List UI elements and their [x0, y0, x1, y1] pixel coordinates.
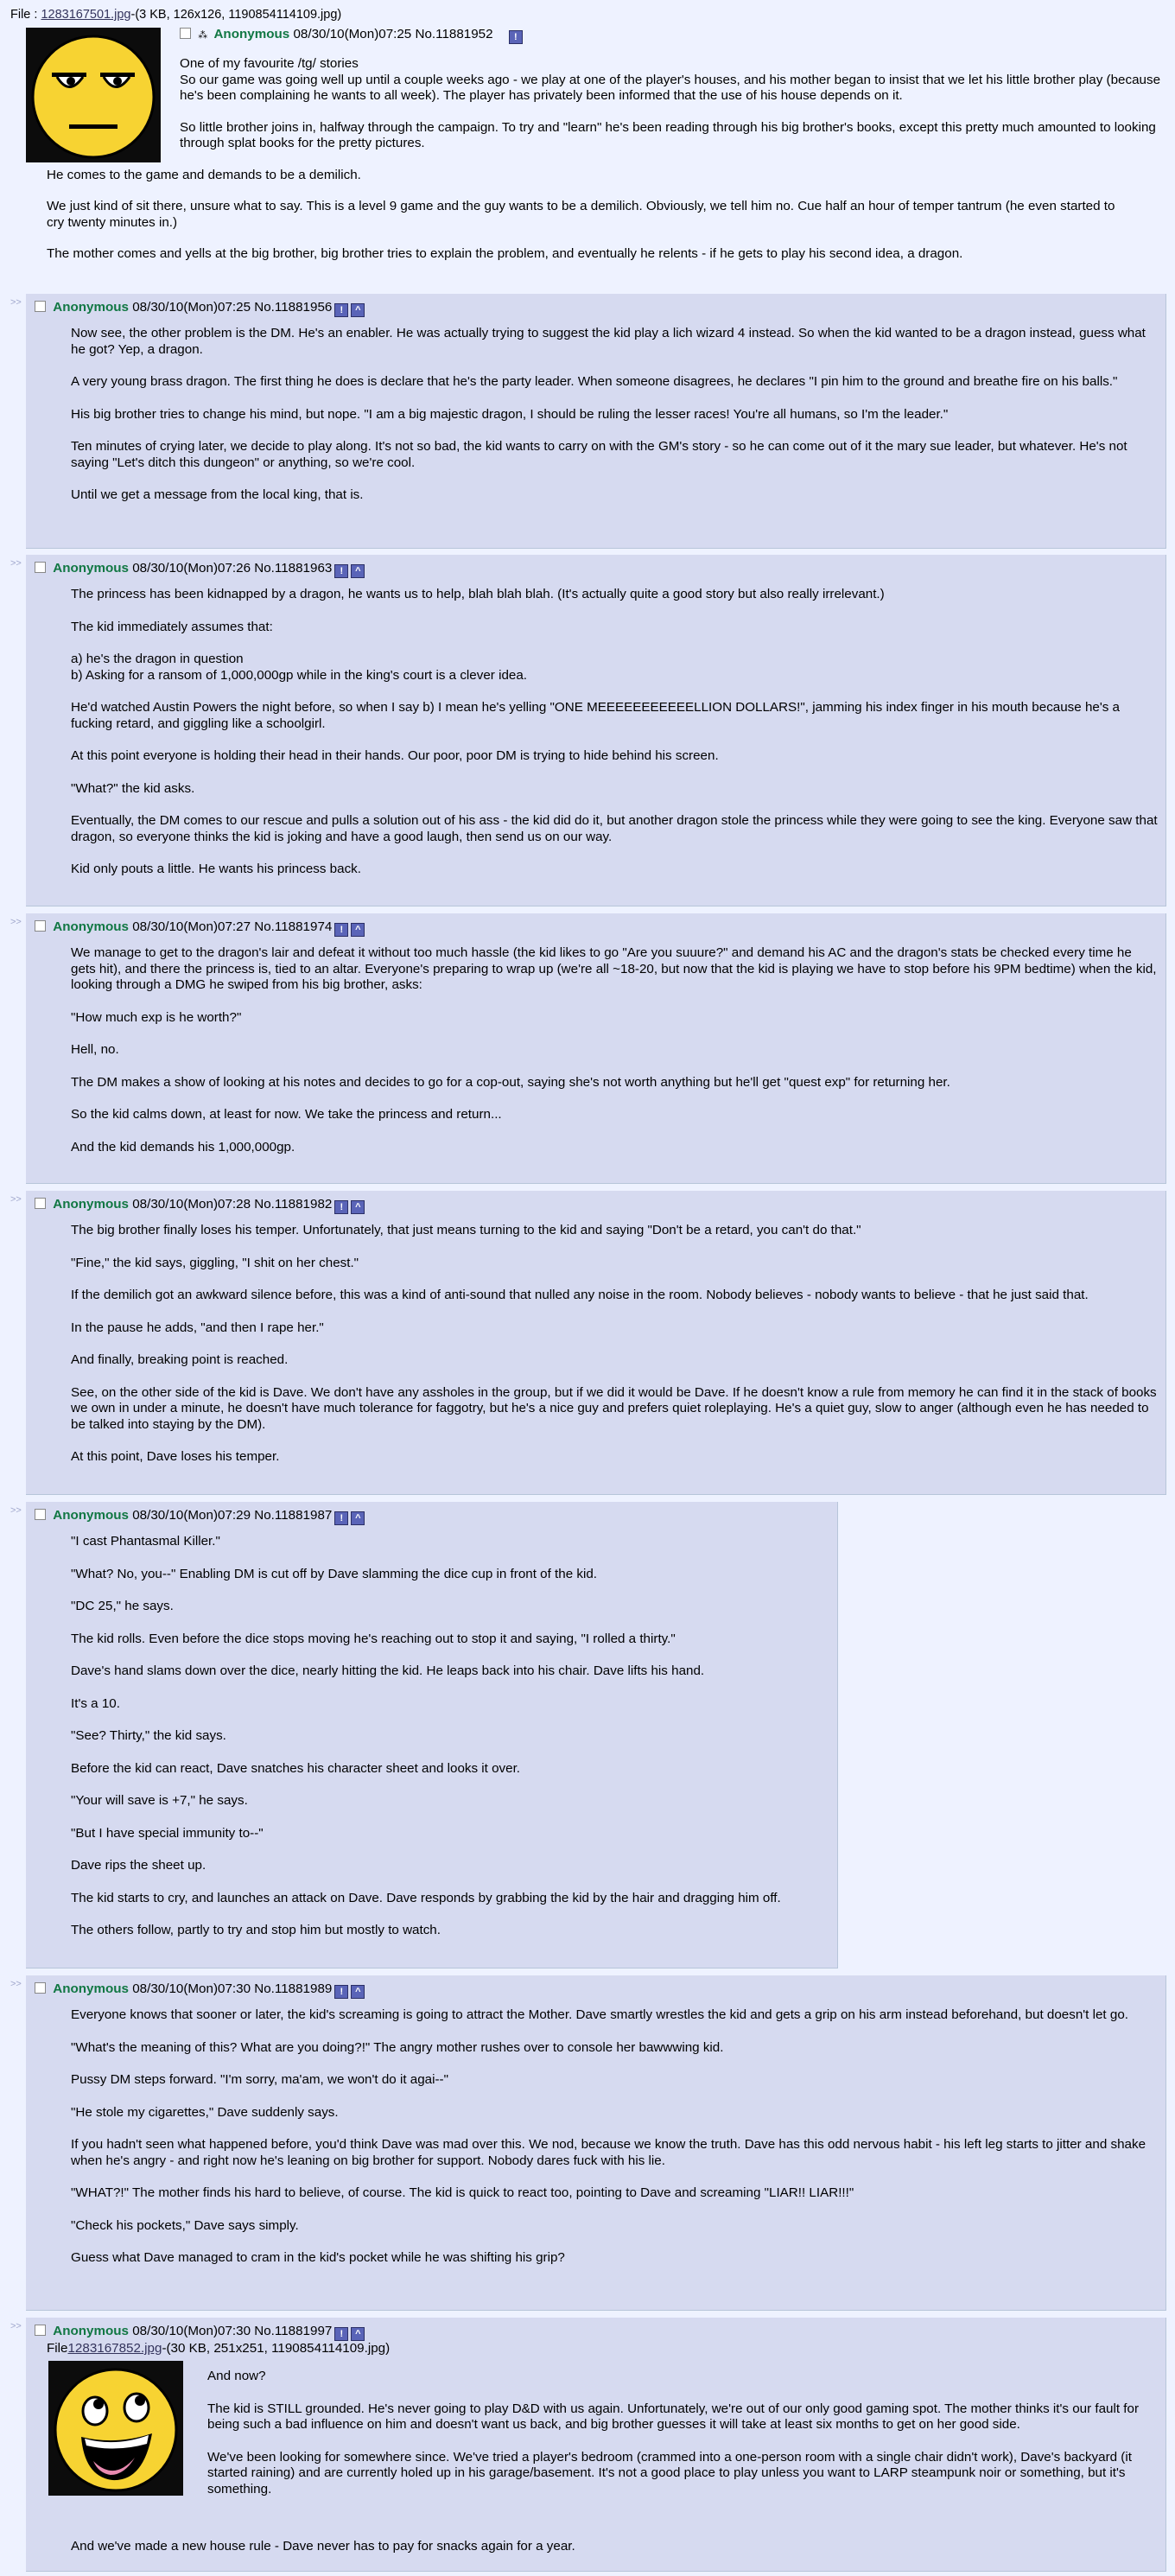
reply-post — [26, 913, 1166, 1184]
quote-icon[interactable]: ^ — [351, 923, 365, 937]
reply-post — [26, 2318, 1166, 2572]
op-post — [0, 0, 1175, 263]
op-header — [180, 26, 1165, 44]
post-date: 08/30/10(Mon)07:30 — [132, 2324, 251, 2338]
reply-paragraph: Before the kid can react, Dave snatches his character sheet and looks it over. — [71, 1760, 521, 1776]
delete-checkbox[interactable] — [35, 920, 46, 932]
reply-header — [35, 919, 1159, 937]
reply-header — [35, 2323, 1159, 2341]
reply-message — [52, 326, 1159, 504]
reply-paragraph: "He stole my cigarettes," Dave suddenly says. — [71, 2104, 339, 2120]
reply-post — [26, 1502, 838, 1969]
delete-checkbox[interactable] — [35, 1198, 46, 1209]
reply-header — [35, 1196, 1159, 1214]
op-paragraph: So little brother joins in, halfway through the campaign. To try and "learn" he's been reading through his big brother's books, except this pretty much amounted to looking through splat books for the pretty pictures. — [180, 119, 1156, 150]
op-message-tail — [47, 168, 1135, 263]
reply-paragraph: "Check his pockets," Dave says simply. — [71, 2217, 299, 2233]
op-message — [180, 56, 1165, 152]
reply-message — [52, 1534, 830, 1939]
post-number[interactable]: No.11881987 — [254, 1508, 333, 1523]
poster-name: Anonymous — [53, 1508, 129, 1523]
report-icon[interactable]: ! — [334, 923, 348, 937]
reply-paragraph: We've been looking for somewhere since. We've tried a player's bedroom (crammed into a one-person room with a single chair didn't work), Dave's backyard (it started raining) and are currently holed up in his garage/basement. It's not a good place to play unless you want to LARP steampunk noir or something, but it's something. — [207, 2449, 1132, 2496]
epic-face-icon — [48, 2361, 183, 2496]
poster-name: Anonymous — [53, 561, 129, 576]
reply-paragraph: See, on the other side of the kid is Dave. We don't have any assholes in the group, but if we did it would be Dave. If he doesn't know a rule from memory he can find it in the stack of books we own in under a minute, he doesn't have much tolerance for faggotry, but he's a nice guy and prefers quiet roleplaying. He's a quiet guy, slow to anger (although even he has needed to be talked into staying by the DM). — [71, 1384, 1157, 1432]
reply-paragraph: Until we get a message from the local king, that is. — [71, 487, 364, 502]
reply-paragraph: Hell, no. — [71, 1042, 119, 1057]
delete-checkbox[interactable] — [180, 28, 191, 39]
reply-paragraph: So the kid calms down, at least for now. We take the princess and return... — [71, 1107, 502, 1122]
report-icon[interactable]: ! — [334, 564, 348, 578]
reply-paragraph: a) he's the dragon in question b) Asking for a ransom of 1,000,000gp while in the king's court is a clever idea. — [71, 652, 528, 683]
quote-icon[interactable]: ^ — [351, 1985, 365, 1999]
meh-face-icon — [26, 28, 161, 162]
reply-paragraph: Ten minutes of crying later, we decide to play along. It's not so bad, the kid wants to carry on with the GM's story - so he can come out of it the mary sue leader, but whatever. He's not saying "Let's ditch this dungeon" or anything, so we're cool. — [71, 439, 1127, 470]
reply-paragraph: The kid is STILL grounded. He's never going to play D&D with us again. Unfortunately, we're out of our only good gaming spot. The mother thinks it's our fault for being such a bad influence on him and doesn't want us back, and big brother guesses it will take at least six months to get on her good side. — [207, 2401, 1140, 2432]
reply-paragraph: He'd watched Austin Powers the night before, so when I say b) I mean he's yelling "ONE MEEEEEEEEEEELLION DOLLARS!", jamming his index finger in his mouth because he's a fucking retard, and giggling like a schoolgirl. — [71, 700, 1120, 731]
op-paragraph: The mother comes and yells at the big brother, big brother tries to explain the problem, and eventually he relents - if he gets to play his second idea, a dragon. — [47, 246, 963, 261]
delete-checkbox[interactable] — [35, 1982, 46, 1994]
reply-message — [52, 945, 1159, 1155]
reply-paragraph: The kid rolls. Even before the dice stops moving he's reaching out to stop it and saying, "I rolled a thirty." — [71, 1631, 676, 1646]
reply-paragraph: Now see, the other problem is the DM. He's an enabler. He was actually trying to suggest the kid play a lich wizard 4 instead. So when the kid wanted to be a dragon instead, guess what he got? Yep, a dragon. — [71, 326, 1146, 357]
reply-paragraph: Dave rips the sheet up. — [71, 1858, 206, 1873]
report-icon[interactable]: ! — [334, 2327, 348, 2341]
reply-thumbnail[interactable] — [48, 2361, 183, 2496]
reply-header — [35, 1507, 830, 1525]
reply-file-meta: -(30 KB, 251x251, 1190854114109.jpg) — [162, 2341, 391, 2356]
post-number[interactable]: No.11881963 — [254, 561, 333, 576]
reply-paragraph: The kid starts to cry, and launches an attack on Dave. Dave responds by grabbing the kid by the hair and dragging him off. — [71, 1890, 781, 1905]
reply-paragraph: "See? Thirty," the kid says. — [71, 1728, 226, 1743]
post-number[interactable]: No.11881982 — [254, 1197, 333, 1212]
reply-paragraph: The big brother finally loses his temper. Unfortunately, that just means turning to the kid and saying "Don't be a retard, you can't do that." — [71, 1223, 861, 1237]
reply-arrows: >> — [10, 1979, 22, 1989]
report-icon[interactable]: ! — [334, 303, 348, 317]
post-number[interactable]: No.11881997 — [254, 2324, 333, 2338]
reply-paragraph: "Fine," the kid says, giggling, "I shit on her chest." — [71, 1255, 359, 1270]
quote-icon[interactable]: ^ — [351, 303, 365, 317]
post-date: 08/30/10(Mon)07:29 — [132, 1508, 251, 1523]
reply-post — [26, 1191, 1166, 1495]
reply-paragraph: It's a 10. — [71, 1695, 120, 1711]
reply-post — [26, 294, 1166, 549]
reply-arrows: >> — [10, 297, 22, 308]
poster-name: Anonymous — [53, 919, 129, 934]
quote-icon[interactable]: ^ — [351, 2327, 365, 2341]
poster-name: Anonymous — [53, 1197, 129, 1212]
file-label: File — [47, 2341, 68, 2356]
op-paragraph: We just kind of sit there, unsure what to say. This is a level 9 game and the guy wants to be a demilich. Obviously, we tell him no. Cue half an hour of temper tantrum (he even started to cry twenty minutes in.) — [47, 199, 1115, 230]
reply-message — [52, 2007, 1159, 2267]
image-icon: ⁂ — [198, 30, 208, 41]
reply-paragraph: Everyone knows that sooner or later, the kid's screaming is going to attract the Mother. Dave smartly wrestles the kid and gets a grip on his arm instead beforehand, but doesn't let go. — [71, 2007, 1128, 2022]
report-icon[interactable]: ! — [334, 1511, 348, 1525]
op-paragraph: One of my favourite /tg/ stories So our game was going well up until a couple weeks ago - we play at one of the player's houses, and his mother began to insist that we let his little brother play (because he's been complaining he wants to all week). The player has privately been informed that the use of his house depends on it. — [180, 56, 1161, 103]
post-date: 08/30/10(Mon)07:25 — [293, 27, 412, 41]
reply-paragraph: "I cast Phantasmal Killer." — [71, 1534, 220, 1549]
reply-paragraph: And we've made a new house rule - Dave never has to pay for snacks again for a year. — [71, 2539, 575, 2554]
reply-paragraph: The princess has been kidnapped by a dragon, he wants us to help, blah blah blah. (It's actually quite a good story but also really irrelevant.) — [71, 587, 885, 601]
op-thumbnail[interactable] — [26, 28, 161, 162]
reply-paragraph: A very young brass dragon. The first thing he does is declare that he's the party leader. When someone disagrees, he declares "I pin him to the ground and breathe fire on his balls." — [71, 374, 1118, 389]
reply-paragraph: Eventually, the DM comes to our rescue and pulls a solution out of his ass - the kid did do it, but another dragon stole the princess while they were going to see the king. Everyone saw that dragon, so everyone thinks the kid is joking and have a good laugh, then send us on our way. — [71, 813, 1158, 844]
reply-message — [52, 1223, 1159, 1466]
reply-paragraph: If you hadn't seen what happened before, you'd think Dave was mad over this. We nod, because we know the truth. Dave has this odd nervous habit - his left leg starts to jitter and shake when he's angry - and right now he's leaning on big brother for support. Nobody dares fuck with his lie. — [71, 2137, 1146, 2168]
reply-paragraph: And the kid demands his 1,000,000gp. — [71, 1139, 295, 1154]
reply-paragraph: At this point, Dave loses his temper. — [71, 1449, 280, 1464]
reply-file-link[interactable]: 1283167852.jpg — [67, 2341, 162, 2356]
reply-paragraph: "DC 25," he says. — [71, 1599, 174, 1613]
reply-paragraph: In the pause he adds, "and then I rape her." — [71, 1320, 324, 1335]
reply-arrows: >> — [10, 558, 22, 569]
reply-paragraph: And now? — [207, 2369, 266, 2383]
post-date: 08/30/10(Mon)07:27 — [132, 919, 251, 934]
post-number[interactable]: No.11881974 — [254, 919, 333, 934]
reply-header — [35, 299, 1159, 317]
reply-paragraph: And finally, breaking point is reached. — [71, 1352, 289, 1367]
op-file-link[interactable]: 1283167501.jpg — [41, 8, 131, 22]
reply-post — [26, 1975, 1166, 2311]
reply-file-info — [47, 2341, 1159, 2357]
reply-paragraph: Pussy DM steps forward. "I'm sorry, ma'am, we won't do it agai--" — [71, 2072, 448, 2087]
delete-checkbox[interactable] — [35, 1509, 46, 1520]
reply-arrows: >> — [10, 1194, 22, 1205]
report-icon[interactable]: ! — [509, 30, 523, 44]
reply-paragraph: The others follow, partly to try and stop him but mostly to watch. — [71, 1923, 441, 1937]
reply-paragraph: If the demilich got an awkward silence before, this was a kind of anti-sound that nulled any noise in the room. Nobody believes - nobody wants to believe - that he just said that. — [71, 1288, 1089, 1302]
reply-paragraph: "What?" the kid asks. — [71, 780, 195, 796]
reply-paragraph: "What's the meaning of this? What are you doing?!" The angry mother rushes over to console her bawwwing kid. — [71, 2039, 724, 2055]
reply-paragraph: The DM makes a show of looking at his notes and decides to go for a cop-out, saying she's not worth anything but he'll get "quest exp" for returning her. — [71, 1074, 950, 1090]
file-label: File : — [10, 8, 38, 22]
op-file-meta: -(3 KB, 126x126, 1190854114109.jpg) — [130, 8, 342, 22]
post-number[interactable]: No.11881956 — [254, 300, 333, 315]
reply-paragraph: Guess what Dave managed to cram in the kid's pocket while he was shifting his grip? — [71, 2250, 565, 2265]
op-paragraph: He comes to the game and demands to be a demilich. — [47, 167, 361, 182]
post-date: 08/30/10(Mon)07:28 — [132, 1197, 251, 1212]
reply-paragraph: "But I have special immunity to--" — [71, 1825, 264, 1841]
poster-name: Anonymous — [53, 2324, 129, 2338]
reply-paragraph: His big brother tries to change his mind, but nope. "I am a big majestic dragon, I should be ruling the lesser races! You're all humans, so I'm the leader." — [71, 406, 949, 422]
reply-paragraph: Dave's hand slams down over the dice, nearly hitting the kid. He leaps back into his chair. Dave lifts his hand. — [71, 1663, 705, 1678]
quote-icon[interactable]: ^ — [351, 564, 365, 578]
post-date: 08/30/10(Mon)07:30 — [132, 1981, 251, 1996]
reply-paragraph: The kid immediately assumes that: — [71, 619, 273, 634]
post-date: 08/30/10(Mon)07:26 — [132, 561, 251, 576]
reply-arrows: >> — [10, 1505, 22, 1516]
op-file-info — [10, 7, 1165, 22]
quote-icon[interactable]: ^ — [351, 1511, 365, 1525]
reply-message — [52, 587, 1159, 878]
reply-paragraph: We manage to get to the dragon's lair and defeat it without too much hassle (the kid likes to go "Are you suuure?" and demand his AC and the dragon's stats be checked every time he gets hit), and there the princess is, tied to an altar. Everyone's preparing to wrap up (we're all ~18-20, but now that the kid is playing we have to stop before his 9PM bedtime) when the kid, looking through a DMG he swiped from his big brother, asks: — [71, 945, 1157, 992]
quote-icon[interactable]: ^ — [351, 1200, 365, 1214]
reply-header — [35, 560, 1159, 578]
post-date: 08/30/10(Mon)07:25 — [132, 300, 251, 315]
report-icon[interactable]: ! — [334, 1200, 348, 1214]
post-number[interactable]: No.11881952 — [415, 27, 493, 41]
reply-post — [26, 555, 1166, 906]
reply-paragraph: Kid only pouts a little. He wants his princess back. — [71, 862, 361, 876]
delete-checkbox[interactable] — [35, 562, 46, 573]
delete-checkbox[interactable] — [35, 301, 46, 312]
poster-name: Anonymous — [213, 27, 290, 41]
post-number[interactable]: No.11881989 — [254, 1981, 333, 1996]
reply-paragraph: "What? No, you--" Enabling DM is cut off by Dave slamming the dice cup in front of the kid. — [71, 1566, 597, 1581]
reply-paragraph: At this point everyone is holding their head in their hands. Our poor, poor DM is trying to hide behind his screen. — [71, 748, 719, 763]
reply-paragraph: "How much exp is he worth?" — [71, 1009, 242, 1025]
reply-arrows: >> — [10, 917, 22, 927]
poster-name: Anonymous — [53, 1981, 129, 1996]
reply-message — [207, 2369, 1159, 2497]
reply-header — [35, 1981, 1159, 1999]
poster-name: Anonymous — [53, 300, 129, 315]
delete-checkbox[interactable] — [35, 2325, 46, 2336]
reply-paragraph: "WHAT?!" The mother finds his hard to believe, of course. The kid is quick to react too, pointing to Dave and screaming "LIAR!! LIAR!!!" — [71, 2185, 854, 2200]
reply-paragraph: "Your will save is +7," he says. — [71, 1793, 248, 1808]
reply-arrows: >> — [10, 2321, 22, 2331]
report-icon[interactable]: ! — [334, 1985, 348, 1999]
